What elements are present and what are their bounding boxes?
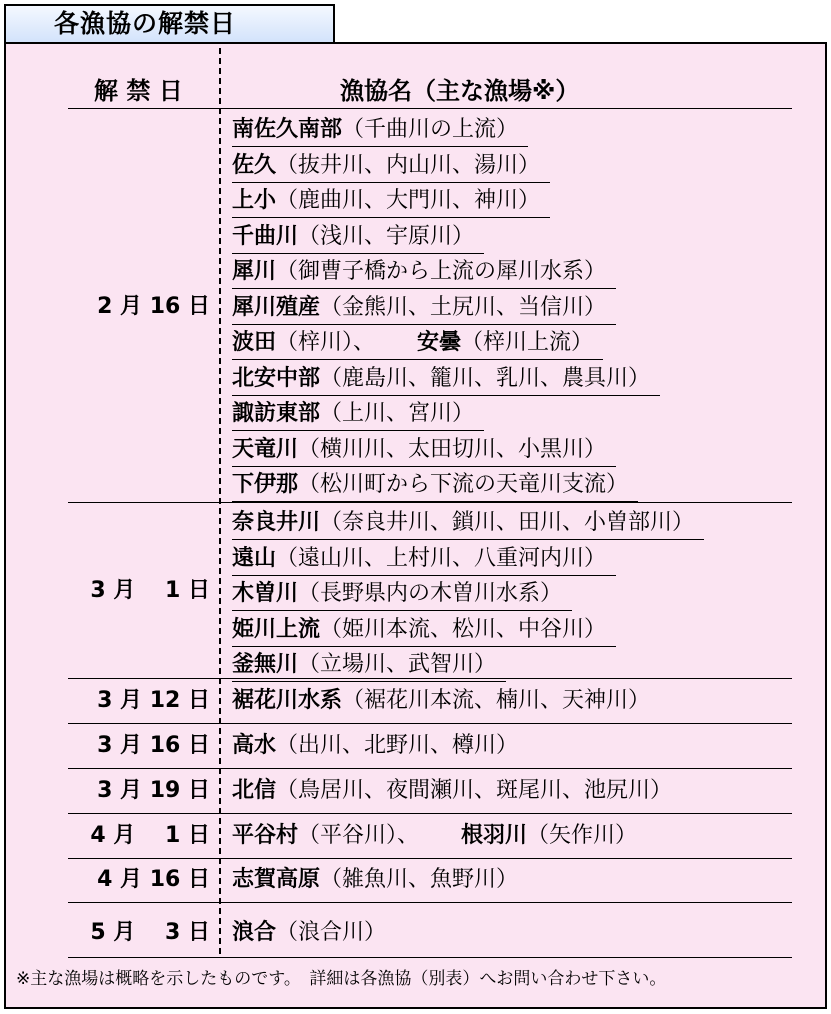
list-item — [232, 113, 528, 147]
opening-date: 3 月 12 日 — [97, 687, 210, 713]
fishing-area: （鹿曲川、大門川、神川） — [276, 188, 541, 213]
fishing-area: （裾花川本流、楠川、天神川） — [342, 687, 651, 713]
fishing-area: （梓川上流） — [461, 330, 594, 355]
cooperative-name: 安曇 — [417, 330, 462, 355]
cooperative-name: 志賀高原 — [232, 867, 321, 892]
fishing-area: （御曹子橋から上流の犀川水系） — [276, 259, 607, 284]
group-rule — [68, 902, 792, 903]
fishing-area: （梓川）、 — [276, 330, 376, 355]
group-rule — [68, 678, 792, 679]
opening-date: 3 月 16 日 — [97, 732, 210, 758]
column-divider — [219, 48, 221, 954]
fishing-area: （鳥居川、夜間瀬川、斑尾川、池尻川） — [276, 777, 673, 803]
cooperative-name: 諏訪東部 — [232, 401, 321, 426]
fishing-area: （浅川、宇原川） — [298, 223, 475, 249]
group-rule — [68, 858, 792, 859]
header-date: 解 禁 日 — [94, 77, 183, 105]
list-item — [232, 916, 386, 950]
fishing-area: （横川川、太田切川、小黒川） — [298, 436, 607, 462]
list-item — [232, 149, 550, 183]
list-item — [232, 542, 616, 576]
fishing-area: （立場川、武智川） — [298, 652, 497, 677]
page-title: 各漁協の解禁日 — [4, 4, 335, 44]
list-item — [232, 184, 550, 218]
list-item — [232, 255, 616, 289]
fishing-area: （雑魚川、魚野川） — [320, 867, 519, 892]
fishing-area: （矢作川） — [527, 822, 638, 848]
header-cooperative: 漁協名（主な漁場※） — [340, 77, 580, 105]
cooperative-name: 天竜川 — [232, 436, 299, 462]
list-item — [232, 819, 637, 853]
fishing-area: （千曲川の上流） — [342, 117, 519, 142]
list-item — [232, 577, 572, 611]
cooperative-name: 千曲川 — [232, 223, 299, 249]
cooperative-name: 根羽川 — [461, 822, 528, 848]
fishing-area: （上川、宮川） — [320, 401, 475, 426]
list-item — [232, 648, 506, 682]
fishing-area: （松川町から下流の天竜川支流） — [298, 472, 629, 497]
fishing-area: （奈良井川、鎖川、田川、小曽部川） — [320, 510, 695, 535]
fishing-area: （遠山川、上村川、八重河内川） — [276, 545, 607, 571]
list-item — [232, 397, 484, 431]
opening-date: 2 月 16 日 — [97, 293, 210, 319]
cooperative-name: 南佐久南部 — [232, 117, 343, 142]
cooperative-name: 裾花川水系 — [232, 687, 343, 713]
cooperative-name: 姫川上流 — [232, 616, 321, 642]
fishing-area: （金熊川、土尻川、当信川） — [320, 294, 607, 320]
fishing-area: （抜井川、内山川、湯川） — [276, 152, 541, 178]
list-item — [232, 774, 672, 808]
cooperative-name: 遠山 — [232, 545, 277, 571]
header-rule — [68, 108, 792, 109]
group-rule — [68, 723, 792, 724]
cooperative-name: 奈良井川 — [232, 510, 321, 535]
list-item — [232, 362, 660, 396]
cooperative-name: 犀川殖産 — [232, 294, 321, 320]
list-item — [232, 729, 518, 763]
list-item — [232, 684, 650, 718]
footnote: ※主な漁場は概略を示したものです。 詳細は各漁協（別表）へお問い合わせ下さい。 — [16, 969, 667, 989]
list-item — [232, 433, 616, 467]
cooperative-name: 犀川 — [232, 259, 277, 284]
list-item — [232, 613, 616, 647]
list-item — [232, 291, 616, 325]
fishing-area: （鹿島川、籠川、乳川、農具川） — [320, 365, 651, 391]
cooperative-name: 平谷村 — [232, 822, 299, 848]
cooperative-name: 佐久 — [232, 152, 277, 178]
cooperative-name: 北信 — [232, 777, 277, 803]
cooperative-name: 北安中部 — [232, 365, 321, 391]
group-rule — [68, 768, 792, 769]
opening-date: 5 月 3 日 — [90, 919, 210, 945]
list-item — [232, 506, 704, 540]
cooperative-name: 高水 — [232, 732, 277, 758]
fishing-area: （長野県内の木曽川水系） — [298, 581, 563, 606]
opening-date: 4 月 16 日 — [97, 867, 210, 892]
fishing-area: （出川、北野川、樽川） — [276, 732, 519, 758]
cooperative-name: 浪合 — [232, 919, 277, 945]
fishing-area: （平谷川）、 — [298, 822, 420, 848]
cooperative-name: 波田 — [232, 330, 277, 355]
list-item — [232, 468, 638, 502]
opening-date: 3 月 19 日 — [97, 777, 210, 803]
cooperative-name: 下伊那 — [232, 472, 299, 497]
cooperative-name: 釜無川 — [232, 652, 299, 677]
cooperative-name: 上小 — [232, 188, 277, 213]
group-rule — [68, 502, 792, 503]
fishing-area: （浪合川） — [276, 919, 387, 945]
fishing-area: （姫川本流、松川、中谷川） — [320, 616, 607, 642]
opening-date: 3 月 1 日 — [90, 578, 210, 603]
group-rule — [68, 813, 792, 814]
list-item — [232, 326, 603, 360]
opening-date: 4 月 1 日 — [90, 822, 210, 848]
list-item — [232, 863, 518, 897]
group-rule — [68, 957, 792, 958]
cooperative-name: 木曽川 — [232, 581, 299, 606]
list-item — [232, 220, 484, 254]
